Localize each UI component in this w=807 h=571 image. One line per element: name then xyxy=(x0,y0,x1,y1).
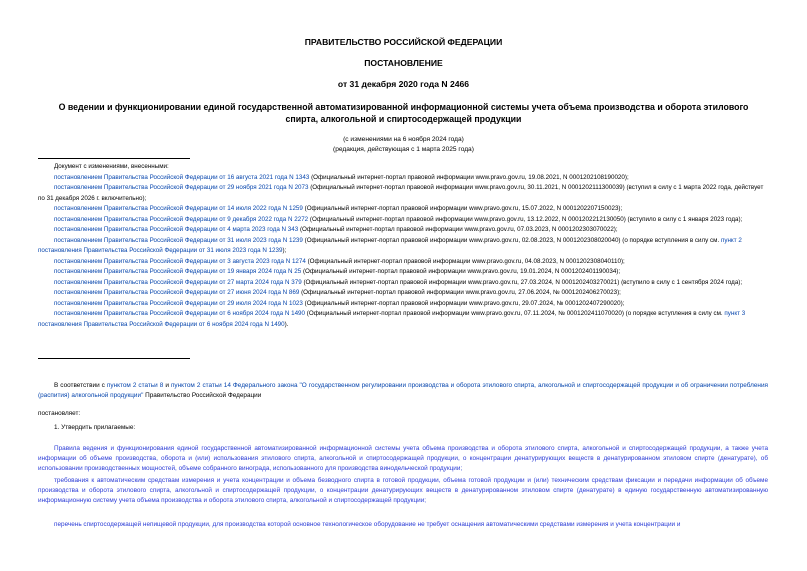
preamble-link-article14[interactable]: пунктом 2 статьи 14 Федерального закона "О государственном регулировании производства и оборота этилового спирта, алкогольной и спиртосодержащей продукции и об ограничении потребления (распития) алкогольной продукции" xyxy=(38,382,768,400)
amendment-link[interactable]: постановлением Правительства Российской Федерации от 3 августа 2023 года N 1274 xyxy=(54,257,306,265)
item-1-paragraph: 1. Утвердить прилагаемые: xyxy=(54,424,136,431)
amendment-link[interactable]: постановлением Правительства Российской Федерации от 14 июля 2022 года N 1259 xyxy=(54,205,303,212)
edition-note: (редакция, действующая с 1 марта 2025 года) xyxy=(333,146,474,153)
amendment-source: (Официальный интернет-портал правовой информации www.pravo.gov.ru, 02.08.2023, N 0001202308020040) (о порядке вступления в силу см. xyxy=(302,236,721,244)
preamble xyxy=(38,381,768,401)
doc-type-heading: ПОСТАНОВЛЕНИЕ xyxy=(364,58,443,68)
amendment-link[interactable]: постановлением Правительства Российской Федерации от 6 ноября 2024 года N 1490 xyxy=(54,310,306,317)
changes-note: (с изменениями на 6 ноября 2024 года) xyxy=(343,136,464,143)
amendment-item xyxy=(38,299,768,310)
amendment-item xyxy=(38,278,768,289)
title-line-1: О ведении и функционировании единой государственной автоматизированной информационной системы учета объема производства и оборота этилового xyxy=(58,102,749,112)
amendment-link[interactable]: постановлением Правительства Российской Федерации от 4 марта 2023 года N 343 xyxy=(54,226,299,233)
preamble-paragraph xyxy=(38,381,768,401)
amendment-source: (Официальный интернет-портал правовой информации www.pravo.gov.ru, 27.03.2024, N 0001202403270021) (вступило в силу с 1 сентября 2024 года); xyxy=(301,278,743,286)
amendment-item xyxy=(38,288,768,299)
requirements-block xyxy=(38,476,768,507)
resolves-block xyxy=(38,409,768,419)
amendment-link[interactable]: постановлением Правительства Российской Федерации от 29 июля 2024 года N 1023 xyxy=(54,299,303,307)
amendment-effect-link[interactable]: пункт 2 постановления Правительства Российской Федерации от 31 июля 2023 года N 1239 xyxy=(38,236,742,254)
amendments-intro: Документ с изменениями, внесенными: xyxy=(54,163,169,170)
amendment-source: (Официальный интернет-портал правовой информации www.pravo.gov.ru, 29.07.2024, № 0001202407290020); xyxy=(302,299,625,307)
amendment-tail: ). xyxy=(284,320,289,328)
item-1-block xyxy=(38,423,768,433)
amendment-item xyxy=(38,257,768,268)
amendment-link[interactable]: постановлением Правительства Российской Федерации от 31 июля 2023 года N 1239 xyxy=(54,236,303,244)
amendment-source: (Официальный интернет-портал правовой информации www.pravo.gov.ru, 15.07.2022, N 0001202207150023); xyxy=(302,205,623,212)
amendment-item xyxy=(38,173,768,184)
amendment-item xyxy=(38,215,768,226)
amendment-source: (Официальный интернет-портал правовой информации www.pravo.gov.ru, 13.12.2022, N 0001202212130050) (вступило в силу с 1 января 2023 года); xyxy=(308,215,743,223)
amendment-link[interactable]: постановлением Правительства Российской Федерации от 19 января 2024 года N 25 xyxy=(54,268,302,275)
amendments-list xyxy=(38,162,768,330)
amendment-source: (Официальный интернет-портал правовой информации www.pravo.gov.ru, 04.08.2023, N 0001202308040110); xyxy=(305,257,625,265)
amendment-source: (Официальный интернет-портал правовой информации www.pravo.gov.ru, 27.06.2024, № 0001202406270023); xyxy=(299,289,621,296)
amendment-source: (Официальный интернет-портал правовой информации www.pravo.gov.ru, 30.11.2021, N 0001202111300039) (вступил в силу с 1 марта 2022 года, действует по 31 декабря 2026 г. включительно); xyxy=(38,184,764,202)
amendment-link[interactable]: постановлением Правительства Российской Федерации от 29 ноября 2021 года N 2073 xyxy=(54,184,309,191)
date-number-heading: от 31 декабря 2020 года N 2466 xyxy=(337,79,470,89)
amendment-source: (Официальный интернет-портал правовой информации www.pravo.gov.ru, 07.03.2023, N 0001202303070022); xyxy=(298,226,618,233)
resolves-paragraph: постановляет: xyxy=(38,410,81,417)
amendments-items xyxy=(38,173,768,331)
amendment-source: (Официальный интернет-портал правовой информации www.pravo.gov.ru, 19.01.2024, N 0001202401190034); xyxy=(301,268,621,275)
requirements-paragraph[interactable]: требования к автоматическим средствам измерения и учета концентрации и объема безводного спирта в готовой продукции, объема готовой продукции и (или) техническим средствам фиксации и передачи информации об объеме производства и оборота этилового спирта, алкогольной и спиртосодержащей продукции, о концентрации денатурирующих веществ в денатурированном этиловом спирте (денатурате) в единую государственную автоматизированную информационную систему учета объема производства и оборота этилового спирта, алкогольной и спиртосодержащей продукции; xyxy=(38,477,768,505)
amendment-tail: ); xyxy=(282,247,287,254)
amendment-item xyxy=(38,309,768,330)
amendment-item xyxy=(38,267,768,278)
amendment-item xyxy=(38,183,768,204)
amendment-source: (Официальный интернет-портал правовой информации www.pravo.gov.ru, 19.08.2021, N 0001202108190020); xyxy=(309,173,629,181)
amendment-item xyxy=(38,204,768,215)
document-title xyxy=(0,101,807,125)
separator-top xyxy=(38,158,190,159)
preamble-text-b: и xyxy=(163,382,171,389)
preamble-text-c: Правительство Российской Федерации xyxy=(143,392,262,400)
preamble-link-article8[interactable]: пунктом 2 статьи 8 xyxy=(106,382,164,389)
government-heading: ПРАВИТЕЛЬСТВО РОССИЙСКОЙ ФЕДЕРАЦИИ xyxy=(304,37,503,47)
amendment-source: (Официальный интернет-портал правовой информации www.pravo.gov.ru, 07.11.2024, № 0001202411070020) (о порядке вступления в силу см. xyxy=(305,310,725,317)
amendment-item xyxy=(38,225,768,236)
title-line-2: спирта, алкогольной и спиртосодержащей продукции xyxy=(285,114,522,124)
list-block xyxy=(38,520,768,530)
amendment-link[interactable]: постановлением Правительства Российской Федерации от 16 августа 2021 года N 1343 xyxy=(54,173,310,181)
amendment-effect-link[interactable]: пункт 3 постановления Правительства Российской Федерации от 6 ноября 2024 года N 1490 xyxy=(38,310,746,328)
amendment-link[interactable]: постановлением Правительства Российской Федерации от 9 декабря 2022 года N 2272 xyxy=(54,215,309,223)
separator-bottom xyxy=(38,358,190,359)
rules-paragraph[interactable]: Правила ведения и функционирования единой государственной автоматизированной информационной системы учета объема производства и оборота этилового спирта, алкогольной и спиртосодержащей продукции, а также учета информации об объеме производства, оборота и (или) использования этилового спирта, алкогольной и спиртосодержащей продукции, о концентрации денатурирующих веществ в денатурированном этиловом спирте (денатурате), об использовании производственных мощностей, объеме собранного винограда, использованного для производства винодельческой продукции; xyxy=(38,445,768,473)
rules-block xyxy=(38,444,768,475)
preamble-text-a: В соответствии с xyxy=(54,382,107,389)
list-paragraph[interactable]: перечень спиртосодержащей непищевой продукции, для производства которой основное технологическое оборудование не требует оснащения автоматическими средствами измерения и учета концентрации и xyxy=(54,521,681,528)
amendment-link[interactable]: постановлением Правительства Российской Федерации от 27 июня 2024 года N 869 xyxy=(54,289,300,296)
amendment-link[interactable]: постановлением Правительства Российской Федерации от 27 марта 2024 года N 379 xyxy=(54,278,302,286)
amendment-item xyxy=(38,236,768,257)
